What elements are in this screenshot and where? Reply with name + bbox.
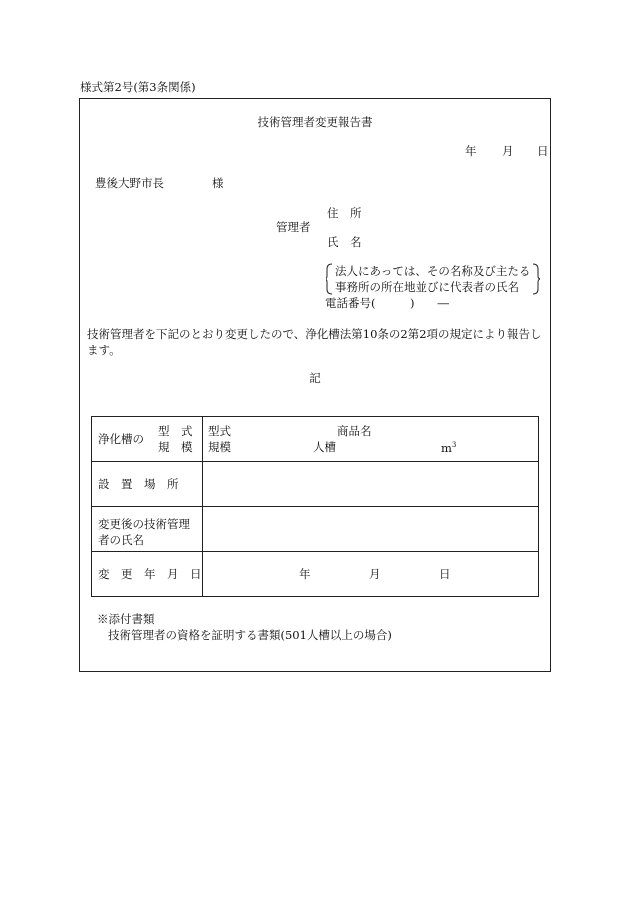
type-label: 型 式 (158, 424, 193, 438)
table-row-new-manager (92, 507, 539, 552)
change-date-day: 日 (439, 567, 451, 581)
tank-header-cell (92, 417, 203, 462)
date-month: 月 (502, 144, 514, 158)
product-name-label: 商品名 (337, 424, 372, 438)
address-label: 住 所 (327, 206, 362, 220)
tank-label: 浄化槽の (98, 432, 144, 446)
document-title: 技術管理者変更報告書 (257, 115, 373, 129)
scale-label: 規 模 (158, 440, 193, 454)
body-text: 技術管理者を下記のとおり変更したので、浄化槽法第10条の2第2項の規定により報告します。 (87, 327, 542, 357)
date-year: 年 (465, 144, 477, 158)
tank-value-cell[interactable] (203, 417, 539, 462)
location-label: 設 置 場 所 (98, 477, 179, 491)
location-value-cell[interactable] (203, 462, 539, 507)
volume-exponent: 3 (451, 441, 457, 449)
location-header-cell (92, 462, 203, 507)
corporate-note (326, 263, 540, 295)
phone-number: 電話番号( ) ― (325, 296, 449, 310)
new-manager-header-cell (92, 507, 203, 552)
form-number: 様式第2号(第3条関係) (80, 80, 196, 94)
type-field-label: 型式 (208, 424, 231, 438)
attachments-item: 技術管理者の資格を証明する書類(501人槽以上の場合) (108, 628, 392, 642)
table-row-tank (92, 417, 539, 462)
name-label: 氏 名 (327, 235, 362, 249)
new-manager-label: 変更後の技術管理者の氏名 (98, 517, 190, 547)
manager-label: 管理者 (276, 220, 311, 234)
corporate-note-line1: 法人にあっては、その名称及び主たる (335, 264, 531, 278)
volume-unit: $m^3$ (441, 440, 457, 455)
new-manager-value-cell[interactable] (203, 507, 539, 552)
details-table (91, 416, 539, 597)
table-row-location (92, 462, 539, 507)
honorific: 様 (212, 176, 224, 190)
persons-unit: 人槽 (313, 440, 336, 454)
recipient: 豊後大野市長 (95, 176, 164, 190)
change-date-value-cell[interactable] (203, 552, 539, 597)
date-day: 日 (537, 144, 549, 158)
corporate-note-line2: 事務所の所在地並びに代表者の氏名 (335, 280, 519, 294)
attachments-heading: ※添付書類 (97, 612, 155, 626)
scale-field-label: 規模 (208, 440, 231, 454)
change-date-month: 月 (369, 567, 381, 581)
change-date-header-cell (92, 552, 203, 597)
table-row-change-date (92, 552, 539, 597)
ki-label: 記 (309, 371, 321, 385)
change-date-year: 年 (299, 567, 311, 581)
change-date-label: 変 更 年 月 日 (98, 567, 202, 581)
